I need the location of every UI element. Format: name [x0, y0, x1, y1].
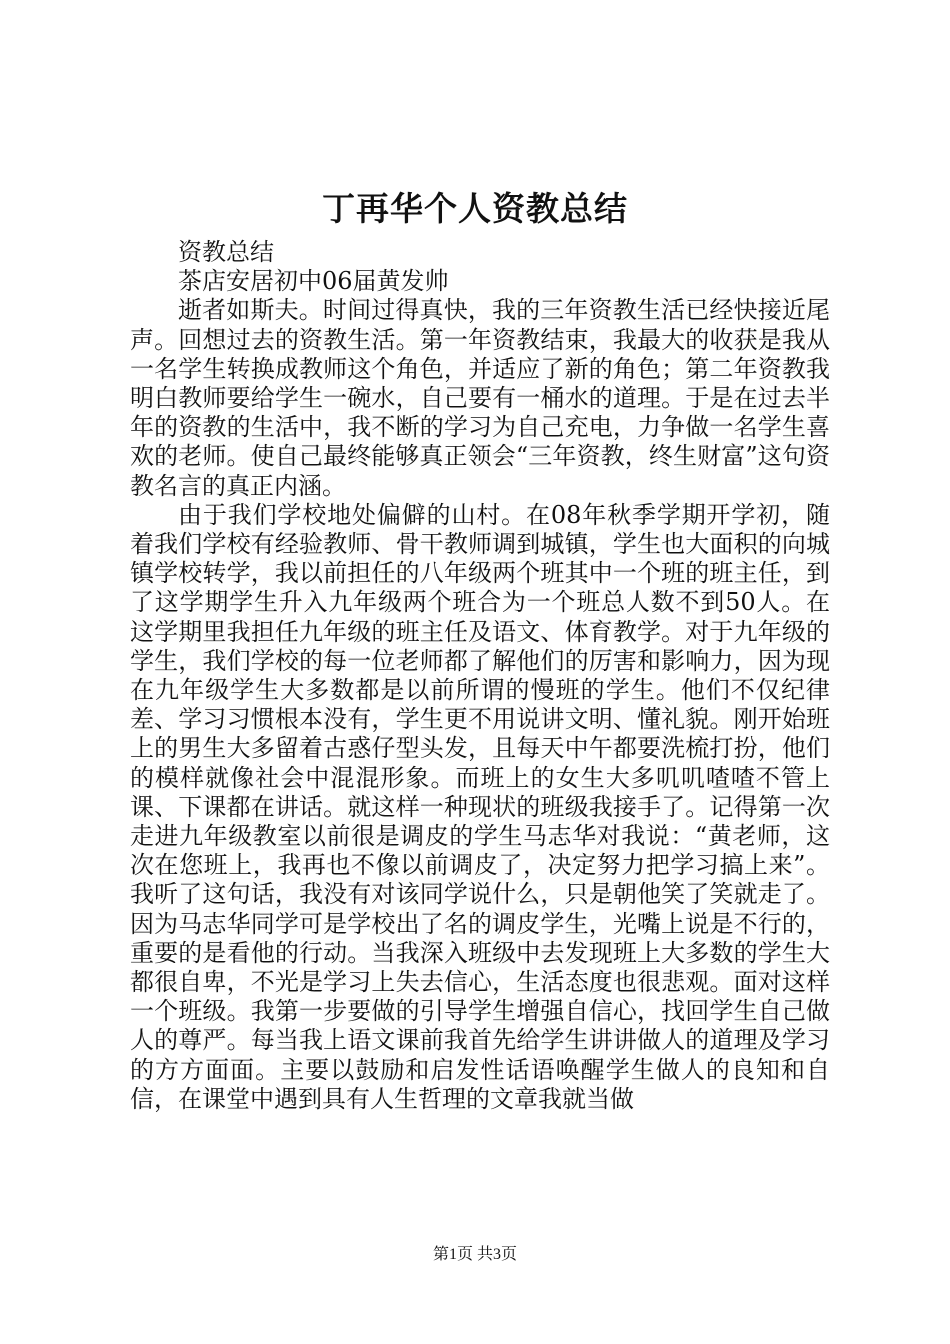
paragraph-intro: 逝者如斯夫。时间过得真快，我的三年资教生活已经快接近尾声。回想过去的资教生活。第一年资教结束，我最大的收获是我从一名学生转换成教师这个角色，并适应了新的角色；第二年资教我明白教师要给学生一碗水，自己要有一桶水的道理。于是在过去半年的资教的生活中，我不断的学习为自己充电，力争做一名学生喜欢的老师。使自己最终能够真正领会“三年资教，终生财富”这句资教名言的真正内涵。 [130, 296, 830, 500]
document-body [130, 238, 830, 1114]
paragraph-author: 茶店安居初中06届黄发帅 [178, 267, 449, 296]
page-number-footer: 第1页 共3页 [432, 1246, 517, 1263]
document-title: 丁再华个人资教总结 [322, 189, 628, 228]
paragraph-body: 由于我们学校地处偏僻的山村。在08年秋季学期开学初，随着我们学校有经验教师、骨干教师调到城镇，学生也大面积的向城镇学校转学，我以前担任的八年级两个班其中一个班的班主任，到了这学期学生升入九年级两个班合为一个班总人数不到50人。在这学期里我担任九年级的班主任及语文、体育教学。对于九年级的学生，我们学校的每一位老师都了解他们的厉害和影响力，因为现在九年级学生大多数都是以前所谓的慢班的学生。他们不仅纪律差、学习习惯根本没有，学生更不用说讲文明、懂礼貌。刚开始班上的男生大多留着古惑仔型头发，且每天中午都要洗梳打扮，他们的模样就像社会中混混形象。而班上的女生大多叽叽喳喳不管上课、下课都在讲话。就这样一种现状的班级我接手了。记得第一次走进九年级教室以前很是调皮的学生马志华对我说：“黄老师，这次在您班上，我再也不像以前调皮了，决定努力把学习搞上来”。我听了这句话，我没有对该同学说什么，只是朝他笑了笑就走了。因为马志华同学可是学校出了名的调皮学生，光嘴上说是不行的，重要的是看他的行动。当我深入班级中去发现班上大多数的学生大都很自卑，不光是学习上失去信心，生活态度也很悲观。面对这样一个班级。我第一步要做的引导学生增强自信心，找回学生自己做人的尊严。每当我上语文课前我首先给学生讲讲做人的道理及学习的方方面面。主要以鼓励和启发性话语唤醒学生做人的良知和自信，在课堂中遇到具有人生哲理的文章我就当做 [130, 500, 830, 1113]
paragraph-subtitle: 资教总结 [178, 238, 274, 266]
